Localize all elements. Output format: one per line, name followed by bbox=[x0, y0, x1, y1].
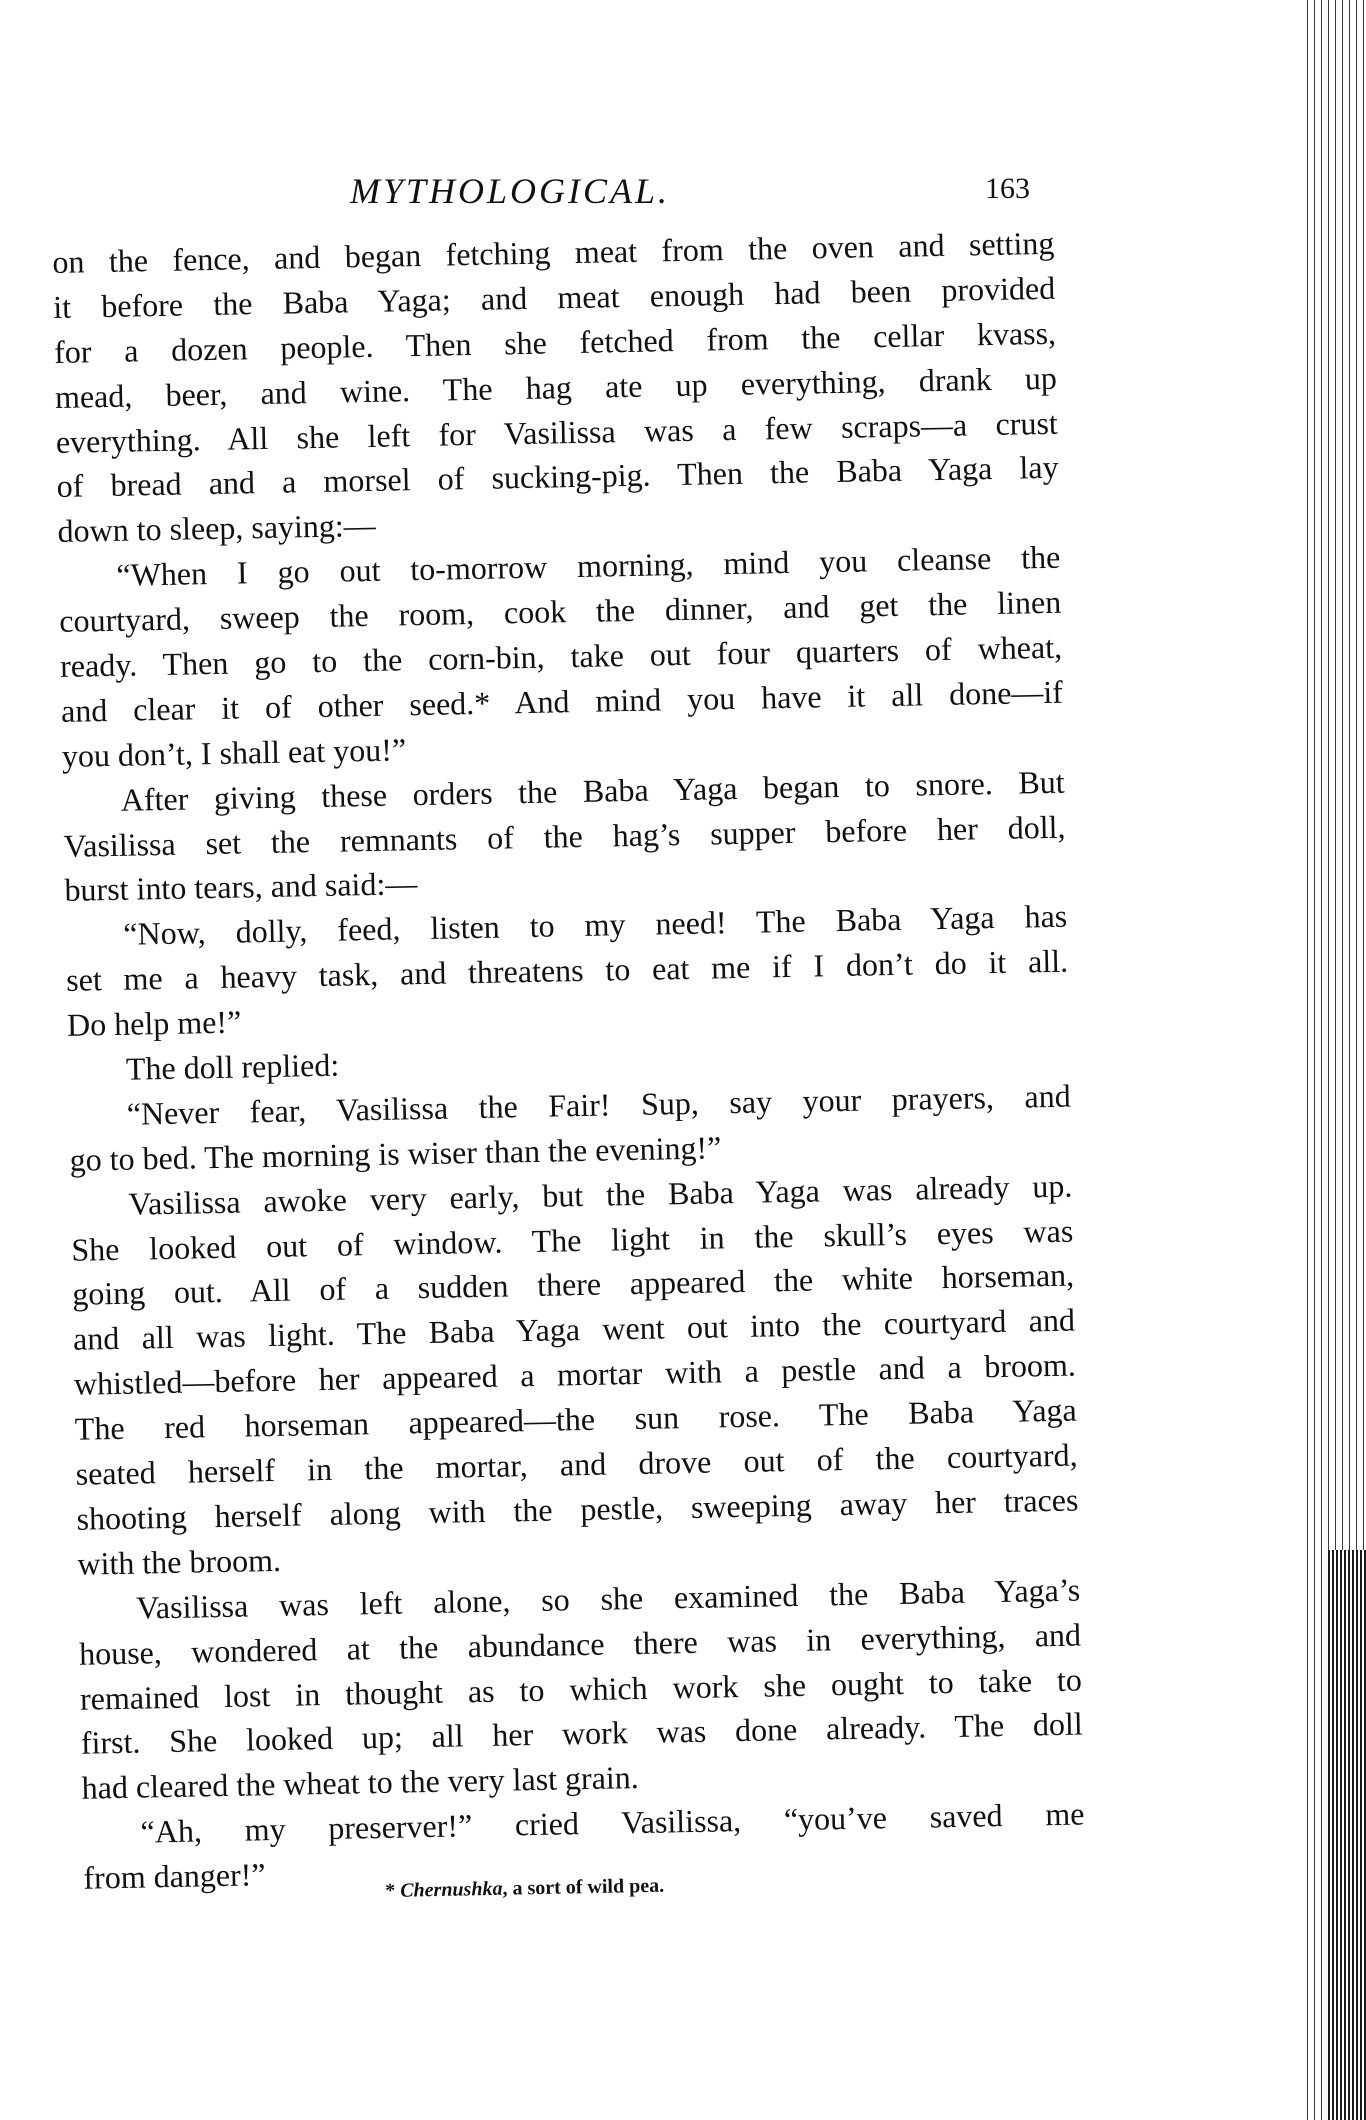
text-line: from danger!” bbox=[83, 1856, 266, 1896]
footnote-marker: * bbox=[385, 1879, 401, 1902]
text-line: Do help me!” bbox=[66, 1003, 242, 1043]
text-line: seated herself in the mortar, and drove out of the courtyard, bbox=[75, 1436, 1078, 1492]
text-line: burst into tears, and said:— bbox=[64, 865, 418, 909]
text-line: “Never fear, Vasilissa the Fair! Sup, say your prayers, and bbox=[126, 1077, 1071, 1132]
text-line: you don’t, I shall eat you!” bbox=[61, 731, 407, 774]
text-line: courtyard, sweep the room, cook the dinner, and get the linen bbox=[58, 583, 1062, 640]
text-line: of bread and a morsel of sucking-pig. Then the Baba Yaga lay bbox=[56, 449, 1059, 505]
footnote bbox=[385, 1875, 664, 1903]
text-line: set me a heavy task, and threatens to eat me if I don’t do it all. bbox=[65, 942, 1069, 999]
text-line: The doll replied: bbox=[125, 1046, 340, 1087]
page-edge-shadow bbox=[1326, 1550, 1366, 2120]
footnote-term: Chernushka bbox=[399, 1877, 503, 1902]
text-line: it before the Baba Yaga; and meat enough had been provided bbox=[52, 269, 1056, 325]
text-line: “Ah, my preserver!” cried Vasilissa, “you’ve saved me bbox=[140, 1795, 1085, 1850]
text-line: and all was light. The Baba Yaga went out into the courtyard and bbox=[72, 1301, 1076, 1358]
text-line: had cleared the wheat to the very last grain. bbox=[81, 1759, 640, 1806]
text-line: going out. All of a sudden there appeared the white horseman, bbox=[71, 1257, 1075, 1313]
text-line: down to sleep, saying:— bbox=[57, 507, 377, 550]
text-line: shooting herself along with the pestle, sweeping away her traces bbox=[76, 1481, 1079, 1537]
text-line: Vasilissa awoke very early, but the Baba Yaga was already up. bbox=[128, 1167, 1073, 1222]
running-title: MYTHOLOGICAL. bbox=[350, 171, 671, 211]
text-line: house, wondered at the abundance there was in everything, and bbox=[78, 1616, 1082, 1672]
text-line: remained lost in thought as to which work she ought to take to bbox=[79, 1660, 1083, 1717]
page-header bbox=[0, 170, 1366, 220]
footnote-text: , a sort of wild pea. bbox=[502, 1874, 665, 1900]
text-line: “When I go out to-morrow morning, mind you cleanse the bbox=[116, 538, 1061, 594]
body-text bbox=[52, 221, 1086, 1901]
text-line: everything. All she left for Vasilissa was a few scraps—a crust bbox=[55, 404, 1059, 460]
text-line: ready. Then go to the corn-bin, take out four quarters of wheat, bbox=[59, 628, 1063, 684]
text-line: and clear it of other seed.* And mind you have it all done—if bbox=[60, 673, 1064, 729]
text-line: mead, beer, and wine. The hag ate up everything, drank up bbox=[54, 359, 1058, 415]
text-line: go to bed. The morning is wiser than the evening!” bbox=[69, 1129, 722, 1178]
text-line: “Now, dolly, feed, listen to my need! The Baba Yaga has bbox=[122, 897, 1068, 953]
page-number: 163 bbox=[985, 172, 1030, 205]
text-line: whistled—before her appeared a mortar with a pestle and a broom. bbox=[73, 1346, 1077, 1403]
text-line: first. She looked up; all her work was done already. The doll bbox=[80, 1705, 1084, 1762]
text-line: Vasilissa was left alone, so she examined the Baba Yaga’s bbox=[135, 1571, 1081, 1626]
text-line: for a dozen people. Then she fetched from the cellar kvass, bbox=[53, 314, 1057, 370]
text-line: After giving these orders the Baba Yaga began to snore. But bbox=[120, 763, 1065, 818]
text-line: on the fence, and began fetching meat from the oven and setting bbox=[52, 224, 1055, 280]
text-line: The red horseman appeared—the sun rose. The Baba Yaga bbox=[74, 1391, 1077, 1447]
text-line: She looked out of window. The light in the skull’s eyes was bbox=[71, 1212, 1074, 1268]
text-line: with the broom. bbox=[77, 1541, 282, 1582]
text-line: Vasilissa set the remnants of the hag’s supper before her doll, bbox=[63, 808, 1066, 864]
